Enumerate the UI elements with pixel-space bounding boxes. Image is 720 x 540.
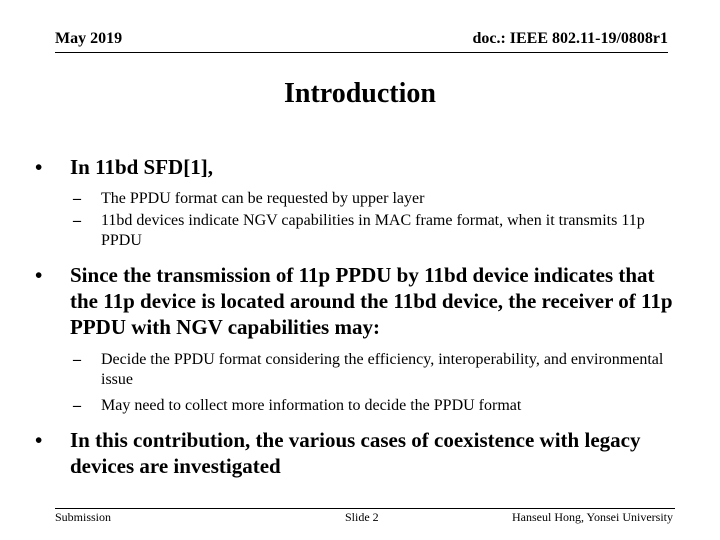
slide-body	[35, 154, 685, 479]
dash-marker: –	[73, 212, 81, 229]
sub-bullet-item	[35, 211, 685, 251]
bullet-text: In this contribution, the various cases of coexistence with legacy devices are investigated	[70, 428, 641, 478]
dash-marker: –	[73, 397, 81, 414]
header-doc-id: doc.: IEEE 802.11-19/0808r1	[472, 30, 668, 47]
sub-bullet-item	[35, 396, 685, 416]
sub-bullet-text: May need to collect more information to decide the PPDU format	[101, 397, 522, 414]
dash-marker: –	[73, 351, 81, 368]
sub-bullet-item	[35, 189, 685, 209]
bullet-marker: •	[35, 155, 43, 179]
bullet-item	[35, 154, 685, 180]
header-rule	[55, 52, 668, 53]
slide-title: Introduction	[284, 78, 436, 109]
sub-bullet-item	[35, 350, 685, 390]
sub-bullet-text: Decide the PPDU format considering the efficiency, interoperability, and environmental issue	[101, 351, 664, 388]
sub-bullet-text: The PPDU format can be requested by upper layer	[101, 190, 425, 207]
bullet-text: In 11bd SFD[1],	[70, 155, 213, 179]
bullet-item	[35, 262, 685, 340]
header-date: May 2019	[55, 30, 123, 47]
bullet-text: Since the transmission of 11p PPDU by 11bd device indicates that the 11p device is located around the 11bd device, the receiver of 11p PPDU with NGV capabilities may:	[70, 263, 673, 339]
sub-bullet-text: 11bd devices indicate NGV capabilities in MAC frame format, when it transmits 11p PPDU	[101, 212, 645, 249]
footer-rule	[55, 508, 675, 509]
footer-author: Hanseul Hong, Yonsei University	[512, 510, 673, 524]
bullet-marker: •	[35, 428, 43, 452]
bullet-item	[35, 427, 685, 479]
dash-marker: –	[73, 190, 81, 207]
bullet-marker: •	[35, 263, 43, 287]
footer-slide-number: Slide 2	[345, 510, 379, 524]
footer-submission: Submission	[55, 510, 112, 524]
